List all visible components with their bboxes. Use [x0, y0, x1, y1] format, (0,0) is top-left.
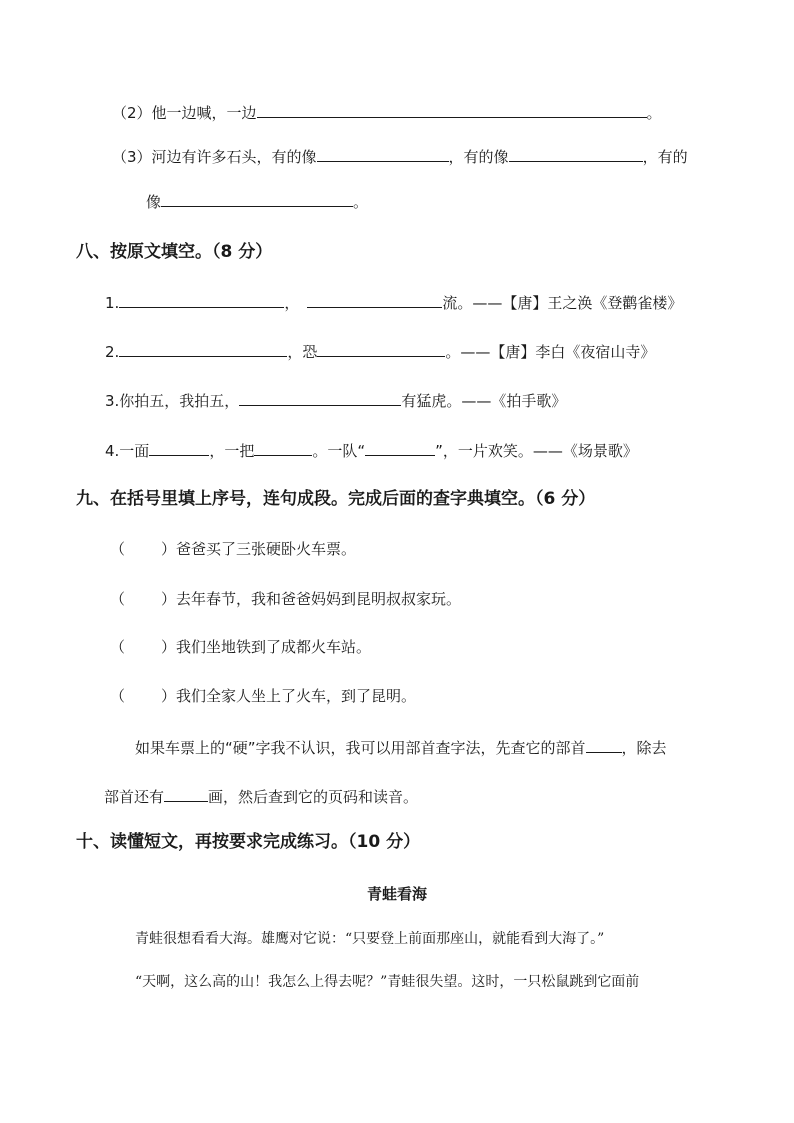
q8-line2-suffix: 。——【唐】李白《夜宿山寺》 [445, 343, 656, 361]
q9-dict-line1-suffix: ，除去 [621, 739, 667, 757]
q8-line3-suffix: 有猛虎。——《拍手歌》 [401, 392, 567, 410]
story-paragraph-line: 青蛙很想看看大海。雄鹰对它说：“只要登上前面那座山，就能看到大海了。” [135, 931, 605, 947]
q8-line4-prefix: 4.一面 [105, 442, 150, 460]
q8-line4-mid1: ，一把 [209, 442, 255, 460]
q8-line-1 [105, 292, 682, 313]
q8-line2-prefix: 2. [105, 343, 120, 361]
answer-blank[interactable] [509, 146, 643, 162]
answer-blank[interactable] [161, 191, 353, 207]
list-item [110, 686, 416, 706]
q8-line-4 [105, 440, 638, 461]
order-bracket-close: ） [161, 540, 177, 558]
answer-blank[interactable] [254, 440, 312, 456]
story-paragraph-line: “天啊，这么高的山！我怎么上得去呢？”青蛙很失望。这时，一只松鼠跳到它面前 [135, 974, 640, 990]
answer-blank[interactable] [119, 341, 287, 357]
order-bracket-open: （ [110, 590, 126, 608]
q7-item3-prefix: （3）河边有许多石头，有的像 [112, 148, 317, 166]
answer-blank[interactable] [586, 737, 622, 753]
order-bracket-open: （ [110, 687, 126, 705]
q7-item3-line2-prefix: 像 [146, 193, 162, 211]
q7-item2-prefix: （2）他一边喊，一边 [112, 104, 257, 122]
list-item [110, 589, 461, 609]
answer-blank[interactable] [307, 292, 442, 308]
q7-item-3-continued [146, 191, 368, 212]
q7-item3-mid2: ，有的 [642, 148, 688, 166]
q7-item-2 [112, 102, 662, 123]
answer-blank[interactable] [317, 146, 449, 162]
answer-blank[interactable] [365, 440, 435, 456]
sentence-text: 去年春节，我和爸爸妈妈到昆明叔叔家玩。 [176, 590, 462, 608]
q9-dict-line2-suffix: 画，然后查到它的页码和读音。 [208, 788, 419, 806]
answer-blank[interactable] [164, 786, 208, 802]
q7-item-3 [112, 146, 688, 167]
q8-line1-mid: ， [284, 294, 300, 312]
q8-line4-suffix: ”，一片欢笑。——《场景歌》 [435, 442, 638, 460]
q9-dict-line2-prefix: 部首还有 [104, 788, 165, 806]
q8-line-3 [105, 390, 566, 411]
q7-item2-suffix: 。 [646, 104, 662, 122]
sentence-text: 我们坐地铁到了成都火车站。 [176, 638, 372, 656]
story-title: 青蛙看海 [366, 885, 427, 903]
list-item [110, 539, 356, 559]
sentence-text: 爸爸买了三张硬卧火车票。 [176, 540, 357, 558]
q8-line-2 [105, 341, 655, 362]
q9-dict-line1-prefix: 如果车票上的“硬”字我不认识，我可以用部首查字法，先查它的部首 [135, 739, 586, 757]
order-bracket-open: （ [110, 638, 126, 656]
order-bracket-open: （ [110, 540, 126, 558]
q8-line3-prefix: 3.你拍五，我拍五， [105, 392, 240, 410]
section-8-heading: 八、按原文填空。（8 分） [76, 242, 273, 262]
sentence-text: 我们全家人坐上了火车，到了昆明。 [176, 687, 417, 705]
order-bracket-close: ） [161, 590, 177, 608]
q9-dictionary-line-2 [104, 786, 418, 807]
order-bracket-close: ） [161, 638, 177, 656]
list-item [110, 637, 371, 657]
answer-blank[interactable] [119, 292, 284, 308]
section-9-heading: 九、在括号里填上序号，连句成段。完成后面的查字典填空。（6 分） [76, 489, 596, 509]
answer-blank[interactable] [149, 440, 209, 456]
q8-line1-suffix: 流。——【唐】王之涣《登鹳雀楼》 [442, 294, 683, 312]
answer-blank[interactable] [239, 390, 401, 406]
q9-dictionary-line-1 [135, 737, 667, 758]
q7-item3-mid1: ，有的像 [448, 148, 509, 166]
q8-line4-mid2: 。一队“ [312, 442, 366, 460]
answer-blank[interactable] [317, 341, 445, 357]
answer-blank[interactable] [257, 102, 647, 118]
q8-line1-prefix: 1. [105, 294, 120, 312]
section-10-heading: 十、读懂短文，再按要求完成练习。（10 分） [76, 832, 421, 852]
q7-item3-line2-suffix: 。 [353, 193, 369, 211]
order-bracket-close: ） [161, 687, 177, 705]
q8-line2-mid: ，恐 [287, 343, 318, 361]
